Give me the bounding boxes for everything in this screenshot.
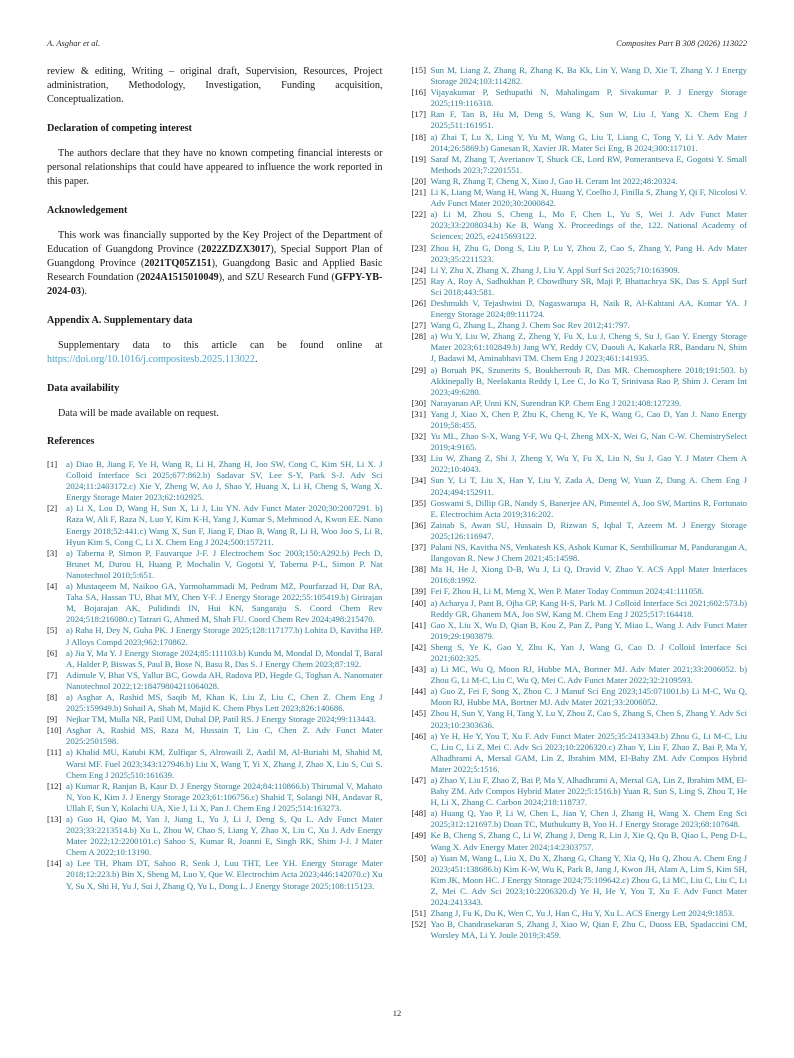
reference-citation-link[interactable]: Yang J, Xiao X, Chen P, Zhu K, Cheng K, Ye K, Wang G, Cao D, Yan J. Nano Energy 2019;58:455. <box>430 408 747 430</box>
reference-entry <box>412 620 748 642</box>
reference-number: [47] <box>411 775 426 785</box>
reference-number: [50] <box>411 852 426 863</box>
reference-number: [13] <box>47 814 62 824</box>
appendix-heading: Appendix A. Supplementary data <box>47 315 193 326</box>
credit-statement-continuation: review & editing, Writing – original draft, Supervision, Resources, Project administration, Methodology, Investigation, Funding acquisition, Conceptualization. <box>47 66 383 105</box>
reference-entry <box>47 581 383 625</box>
reference-entry <box>47 625 383 647</box>
reference-entry <box>47 503 383 547</box>
reference-entry <box>47 714 383 725</box>
reference-number: [27] <box>411 320 426 331</box>
reference-citation-link[interactable]: a) Raha H, Dey N, Guha PK. J Energy Storage 2025;128:117177.b) Lohita D, Kavitha HP. J Alloys Compd 2023;962:170862. <box>66 625 383 647</box>
acknowledgement-segment: ), Guangdong Basic and Applied Basic Research Foundation ( <box>47 258 383 283</box>
appendix-body <box>47 339 383 367</box>
reference-citation-link[interactable]: a) Yuan M, Wang L, Liu X, Du X, Zhang G, Chang Y, Xia Q, Hu Q, Zhou A. Chem Eng J 2023;451:138686.b) Kim K-W, Wu K, Park B, Jang J, Kwon JH, Alam A, Lim S, Kim SH, Kim JK, Moon HC. J Energy Storage 2024;75:109642.c) Zhou G, Li MC, Liu C, Liu C, Li Z, Mei C. Adv Sci 2023;10:2206320.d) Ye H, He Y, You T, Xu F. Adv Funct Mater 2024:2413343. <box>430 852 747 908</box>
reference-citation-link[interactable]: Sheng S, Ye K, Gao Y, Zhu K, Yan J, Wang G, Cao D. J Colloid Interface Sci 2021;602:325. <box>430 641 747 663</box>
reference-citation-link[interactable]: a) Zhai T, Lu X, Ling Y, Yu M, Wang G, Liu T, Liang C, Tong Y, Li Y. Adv Mater 2014;26:5869.b) Ganesan R, Xavier JR. Mater Sci Eng, B 2024;300:117101. <box>430 131 747 153</box>
references-heading: References <box>47 436 95 447</box>
reference-entry <box>47 459 383 503</box>
reference-citation-link[interactable]: Nejkar TM, Mulla NR, Patil UM, Dubal DP, Patil RS. J Energy Storage 2024;99:113443. <box>66 714 376 725</box>
acknowledgement-heading: Acknowledgement <box>47 205 128 216</box>
reference-citation-link[interactable]: Asghar A, Rashid MS, Raza M, Hussain T, Liu C, Chen Z. Adv Funct Mater 2025:2501598. <box>66 725 383 747</box>
reference-citation-link[interactable]: Saraf M, Zhang T, Averianov T, Shuck CE, Lord RW, Pomerantseva E, Gogotsi Y. Small Methods 2023;7:2201551. <box>430 153 747 175</box>
reference-number: [11] <box>47 747 62 758</box>
reference-citation-link[interactable]: Narayanan AP, Unni KN, Surendran KP. Chem Eng J 2021;408:127239. <box>430 397 682 408</box>
reference-entry <box>412 132 748 154</box>
acknowledgement-body <box>47 229 383 299</box>
reference-list-right <box>412 65 748 941</box>
reference-entry <box>47 548 383 581</box>
reference-number: [8] <box>47 691 58 702</box>
reference-citation-link[interactable]: Ke B, Cheng S, Zhang C, Li W, Zhang J, Deng R, Lin J, Xie Q, Qu B, Qiao L, Peng D-L, Wang X. Adv Energy Mater 2024;14:2303757. <box>430 830 747 852</box>
reference-citation-link[interactable]: a) Boruah PK, Szunerits S, Boukherroub R, Das MR. Chemosphere 2018;191:503. b) Akkinepally B, Neelakanta Reddy I, Lee C, Jo Ko T, Srinivasa Rao P, Shim J. Ceram Int 2023;49:6280. <box>430 364 747 397</box>
reference-entry <box>47 692 383 714</box>
reference-entry <box>47 814 383 858</box>
reference-citation-link[interactable]: a) Kumar R, Ranjan B, Kaur D. J Energy Storage 2024;84:110866.b) Thirumal V, Mahato N, Yoo K, Kim J. J Energy Storage 2023;61:106756.c) Shahid T, Solangi NH, Andavar R, Ullah F, Sun Y, Kolachi UA, Xie J, Li X, Pan J. Chem Eng J 2025;514:163273. <box>66 780 383 813</box>
reference-entry <box>47 648 383 670</box>
reference-number: [41] <box>411 619 426 630</box>
reference-entry <box>412 365 748 398</box>
data-availability-body: Data will be made available on request. <box>58 408 219 419</box>
reference-entry <box>412 298 748 320</box>
reference-number: [51] <box>411 908 426 919</box>
reference-entry <box>412 109 748 131</box>
reference-number: [36] <box>411 519 426 530</box>
reference-number: [46] <box>411 730 426 741</box>
reference-citation-link[interactable]: Gao X, Liu X, Wu D, Qian B, Kou Z, Pan Z, Pang Y, Miao L, Wang J. Adv Funct Mater 2019;29:1903879. <box>430 619 747 641</box>
reference-number: [34] <box>411 475 426 486</box>
reference-number: [21] <box>411 187 426 198</box>
reference-entry <box>412 276 748 298</box>
reference-number: [48] <box>411 808 426 819</box>
reference-number: [28] <box>411 331 426 342</box>
reference-citation-link[interactable]: Sun M, Liang Z, Zhang R, Zhang K, Ba Kk, Lin Y, Wang D, Xie T, Zhang Y. J Energy Storage 2024;103:114282. <box>430 65 747 87</box>
reference-citation-link[interactable]: Yao B, Chandrasekaran S, Zhang J, Xiao W, Qian F, Zhu C, Duoss EB, Spadaccini CM, Worsley MA, Li Y. Joule 2019;3:459. <box>430 919 747 941</box>
reference-number: [10] <box>47 725 62 736</box>
reference-number: [44] <box>411 686 426 697</box>
reference-number: [52] <box>411 919 426 930</box>
reference-citation-link[interactable]: a) Li MC, Wu Q, Moon RJ, Hubbe MA, Bortner MJ. Adv Mater 2021;33:2006052. b) Zhou G, Li M-C, Liu C, Wu Q, Mei C. Adv Funct Mater 2022;32:2109593. <box>430 664 747 686</box>
reference-citation-link[interactable]: a) Taberna P, Simon P, Fauvarque J-F. J Electrochem Soc 2003;150:A292.b) Pech D, Brunet M, Durou H, Huang P, Mochalin V, Gogotsi Y, Taberna P-L, Simon P. Nat Nanotechnol 2010;5:651. <box>66 547 383 580</box>
reference-number: [25] <box>411 275 426 286</box>
reference-citation-link[interactable]: Ran F, Tan B, Hu M, Deng S, Wang K, Sun W, Liu J, Yang X. Chem Eng J 2025;511:161951. <box>430 109 747 131</box>
reference-number: [4] <box>47 581 58 592</box>
reference-number: [17] <box>411 109 426 120</box>
reference-entry <box>412 775 748 808</box>
reference-number: [19] <box>411 153 426 164</box>
reference-number: [6] <box>47 647 58 658</box>
reference-entry <box>412 598 748 620</box>
reference-citation-link[interactable]: a) Acharya J, Pant B, Ojha GP, Kang H-S, Park M. J Colloid Interface Sci 2021;602:573.b) Reddy GR, Ghanem MA, Joo SW, Kang M. Chem Eng J 2025;517:164418. <box>430 597 747 619</box>
right-column <box>412 65 748 941</box>
reference-citation-link[interactable]: Zhou H, Sun Y, Yang H, Tang Y, Lu Y, Zhou Z, Cao S, Zhang S, Chen S, Zhang Y. Adv Sci 2023;10:2303636. <box>430 708 747 730</box>
reference-number: [3] <box>47 547 58 558</box>
running-head <box>47 38 747 48</box>
reference-citation-link[interactable]: Zainab S, Awan SU, Hussain D, Rizwan S, Iqbal T, Azeem M. J Energy Storage 2025;126:116947. <box>430 519 747 541</box>
reference-number: [14] <box>47 858 62 869</box>
reference-entry <box>412 320 748 331</box>
reference-citation-link[interactable]: Ma H, He J, Xiong D-B, Wu J, Li Q, Dravid V, Zhao Y. ACS Appl Mater Interfaces 2016;8:1992. <box>430 564 747 586</box>
appendix-body-suffix: . <box>255 354 258 365</box>
reference-number: [33] <box>411 453 426 464</box>
reference-entry <box>412 708 748 730</box>
reference-entry <box>47 670 383 692</box>
reference-entry <box>47 725 383 747</box>
reference-number: [30] <box>411 397 426 408</box>
reference-citation-link[interactable]: a) Guo Z, Fei F, Song X, Zhou C. J Manuf Sci Eng 2023;145:071001.b) Li M-C, Wu Q, Moon RJ, Hubbe MA, Bortner MJ. Adv Mater 2021;33:2006052. <box>430 686 747 708</box>
reference-number: [38] <box>411 564 426 575</box>
reference-citation-link[interactable]: Zhou H, Zhu G, Dong S, Liu P, Lu Y, Zhou Z, Cao S, Zhang Y, Pang H. Adv Mater 2023;35:2211523. <box>430 242 747 264</box>
reference-entry <box>412 65 748 87</box>
reference-number: [5] <box>47 625 58 636</box>
reference-number: [26] <box>411 297 426 308</box>
reference-number: [24] <box>411 264 426 275</box>
reference-entry <box>412 731 748 775</box>
running-head-citation: Composites Part B 308 (2026) 113022 <box>616 38 747 48</box>
reference-number: [39] <box>411 586 426 597</box>
reference-citation-link[interactable]: Sun Y, Li T, Liu X, Han Y, Liu Y, Zada A, Deng W, Yuan Z, Dang A. Chem Eng J 2024;494:152911. <box>430 475 747 497</box>
data-availability-heading: Data availability <box>47 383 120 394</box>
acknowledgement-segment: 2021TQ05Z151 <box>144 258 212 269</box>
acknowledgement-segment: GFPY-YB-2024-03 <box>47 272 383 297</box>
reference-number: [43] <box>411 664 426 675</box>
reference-citation-link[interactable]: Li Y, Zhu X, Zhang X, Zhang J, Liu Y. Appl Surf Sci 2025;710:163909. <box>430 264 680 275</box>
reference-entry <box>412 542 748 564</box>
reference-citation-link[interactable]: a) Li X, Lou D, Wang H, Sun X, Li J, Liu YN. Adv Funct Mater 2020;30:2007291. b) Raza W, Ali F, Raza N, Luo Y, Kim K-H, Yang J, Kumar S, Mehmood A, Kwon EE. Nano Energy 2018;52:441.c) Wang X, Sun F, Jiang F, Diao B, Wang R, Li H, Woo Joo S, Li R, Hyun Kim S, Cong C, Li X. Chem Eng J 2024;500:157211. <box>66 503 383 547</box>
reference-citation-link[interactable]: a) Asghar A, Rashid MS, Saqib M, Khan K, Liu Z, Liu C, Chen Z. Chem Eng J 2025:159949.b) Sohail A, Shah M, Majid K. Chem Phys Lett 2023;826:140686. <box>66 691 383 714</box>
reference-entry <box>412 564 748 586</box>
reference-entry <box>412 409 748 431</box>
reference-entry <box>412 398 748 409</box>
reference-citation-link[interactable]: Wang R, Zhang T, Cheng X, Xiao J, Gao H. Ceram Int 2022;48:20324. <box>430 175 678 186</box>
acknowledgement-segment: 2024A1515010049 <box>139 272 219 283</box>
acknowledgement-segment: This work was financially supported by the Key Project of the Department of Education of Guangdong Province ( <box>47 230 383 255</box>
reference-citation-link[interactable]: a) Zhao Y, Liu F, Zhao Z, Bai P, Ma Y, Alhadhrami A, Mersal GA, Lin Z, Ibrahim MM, El-Bahy ZM. Adv Compos Hybrid Mater 2022;5:1516.b) Yuan R, Sun S, Ling S, Zhou T, He H, Li X, Zhang C. Carbon 2024;218:118737. <box>430 775 747 808</box>
reference-citation-link[interactable]: a) Khalid MU, Katubi KM, Zulfiqar S, Alrowaili Z, Aadil M, Al-Buriahi M, Shahid M, Warsi MF. Fuel 2023;343:127946.b) Liu X, Wang T, Yi X, Zhang J, Zhao X, Liu S, Cui S. Chem Eng J 2025;510:161639. <box>66 747 383 780</box>
page-content <box>47 65 747 941</box>
reference-citation-link[interactable]: a) Lee TH, Pham DT, Sahoo R, Seok J, Luu THT, Lee YH. Energy Storage Mater 2018;12:223.b) Bin X, Sheng M, Luo Y, Que W. Electrochim Acta 2023;446:142070.c) Xu Y, Su X, Shi H, Yu J, Sui J, Zhang Q, Yu L, Dong L. J Energy Storage 2025;108:115123. <box>66 858 383 891</box>
reference-entry <box>412 243 748 265</box>
reference-citation-link[interactable]: Li K, Liang M, Wang H, Wang X, Huang Y, Coelho J, Finilla S, Zhang Y, Qi F, Nicolosi V. Adv Funct Mater 2020;30:2000842. <box>430 187 747 209</box>
reference-citation-link[interactable]: Palani NS, Kavitha NS, Venkatesh KS, Ashok Kumar K, Senthilkumar M, Pandurangan A, Ilangovan R. New J Chem 2021;45:14598. <box>430 542 747 564</box>
reference-citation-link[interactable]: Yu ML, Zhao S-X, Wang Y-F, Wu Q-l, Zheng MX-X, Wei G, Nan C-W. ChemistrySelect 2019;4:9165. <box>430 431 747 453</box>
reference-citation-link[interactable]: Ray A, Roy A, Sadhukhan P, Chowdhury SR, Maji P, Bhattachrya SK, Das S. Appl Surf Sci 2018;443:581. <box>430 275 747 297</box>
reference-entry <box>412 498 748 520</box>
page-number: 12 <box>392 1008 402 1018</box>
reference-number: [35] <box>411 497 426 508</box>
reference-entry <box>412 331 748 364</box>
reference-number: [2] <box>47 503 58 514</box>
reference-citation-link[interactable]: a) Ye H, He Y, You T, Xu F. Adv Funct Mater 2025;35:2413343.b) Zhou G, Li M-C, Liu C, Liu C, Li Z, Mei C. Adv Sci 2023;10:2206320.c) Zhao Y, Liu F, Zhao Z, Bai P, Ma Y, Alhadhrami A, Mersal GAM, Lin Z, Ibrahim MM, El-Bahy ZM. Adv Compos Hybrid Mater 2022;5:1516. <box>430 730 747 774</box>
reference-citation-link[interactable]: Zhang J, Fu K, Du K, Wen C, Yu J, Han C, Hu Y, Xu L. ACS Energy Lett 2024;9:1853. <box>430 908 735 919</box>
reference-citation-link[interactable]: a) Li M, Zhou S, Cheng L, Mo F, Chen L, Yu S, Wei J. Adv Funct Mater 2023;33:2208034.b) Ke B, Wang X. Proceedings of the, 122. National Academy of Sciences; 2025, e2415693122. <box>430 209 747 242</box>
reference-number: [15] <box>411 65 426 75</box>
reference-number: [40] <box>411 597 426 608</box>
reference-entry <box>412 908 748 919</box>
reference-number: [16] <box>411 87 426 98</box>
reference-entry <box>412 686 748 708</box>
reference-list-left <box>47 459 383 892</box>
reference-entry <box>47 747 383 780</box>
reference-number: [31] <box>411 408 426 419</box>
reference-entry <box>412 154 748 176</box>
reference-entry <box>47 781 383 814</box>
reference-citation-link[interactable]: Fei F, Zhou H, Li M, Meng X, Wen P. Mater Today Commun 2024;41:111058. <box>430 586 704 597</box>
reference-number: [1] <box>47 459 58 469</box>
reference-number: [29] <box>411 364 426 375</box>
reference-entry <box>412 808 748 830</box>
acknowledgement-segment: ), Special Support Plan of Guangdong Province ( <box>47 244 383 269</box>
reference-entry <box>412 830 748 852</box>
reference-entry <box>412 209 748 242</box>
reference-entry <box>412 176 748 187</box>
reference-entry <box>412 265 748 276</box>
declaration-heading: Declaration of competing interest <box>47 123 192 134</box>
reference-entry <box>47 858 383 891</box>
reference-citation-link[interactable]: Deshmukh V, Tejashwini D, Nagaswarupa H, Naik R, Al-Kahtani AA, Kumar YA. J Energy Storage 2024;89:111724. <box>430 297 747 320</box>
reference-entry <box>412 520 748 542</box>
reference-citation-link[interactable]: Goswami S, Dillip GR, Nandy S, Banerjee AN, Pimentel A, Joo SW, Martins R, Fortunato E. Electrochim Acta 2019;316:202. <box>430 497 747 519</box>
reference-citation-link[interactable]: a) Guo H, Qiao M, Yan J, Jiang L, Yu J, Li J, Deng S, Qu L. Adv Funct Mater 2023;33:2213514.b) Xu L, Zhou W, Chao S, Liang Y, Zhao X, Liu C, Xu J. Adv Energy Mater 2022;12:2200101.c) Sahoo S, Kumar R, Joanni E, Singh RK, Shim J-J. J Mater Chem A 2022;10:13190. <box>66 814 383 858</box>
supplementary-doi-link[interactable]: https://doi.org/10.1016/j.compositesb.2025.113022 <box>47 354 255 365</box>
acknowledgement-segment: 2022ZDZX3017 <box>201 244 271 255</box>
reference-entry <box>412 431 748 453</box>
reference-entry <box>412 919 748 941</box>
reference-entry <box>412 87 748 109</box>
reference-citation-link[interactable]: a) Mustaqeem M, Naikoo GA, Yarmohammadi M, Pedram MZ, Pourfarzad H, Dar RA, Taha SA, Hassan TU, Bhat MY, Chen Y-F. J Energy Storage 2022;55:105419.b) Girirajan M, Bojarajan AK, Pulidindi IN, Hui KN, Sangaraju S. Coord Chem Rev 2024;518:216080.c) Tatrari G, Ahmed M, Shah FU. Coord Chem Rev 2024;498:215470. <box>66 581 383 625</box>
reference-citation-link[interactable]: Adimule V, Bhat VS, Yallur BC, Gowda AH, Radova PD, Hegde G, Toghan A. Nanomater Nanotechnol 2022;12:18479804211064028. <box>66 669 383 691</box>
acknowledgement-segment: ), and SZU Research Fund ( <box>218 272 335 283</box>
acknowledgement-segment: ). <box>80 286 87 297</box>
reference-number: [37] <box>411 542 426 553</box>
reference-citation-link[interactable]: a) Diao B, Jiang F, Ye H, Wang R, Li H, Zhang H, Joo SW, Cong C, Kim SH, Li X. J Colloid Interface Sci 2025;677:862.b) Sadavar SV, Lee S-Y, Park S-J. Adv Sci 2024;11:2403172.c) Xie Y, Zheng W, Ao J, Shao Y, Huang X, Li H, Cheng S, Wang X. Energy Storage Mater 2023;62:102925. <box>66 459 383 503</box>
appendix-body-prefix: Supplementary data to this article can be found online at <box>58 340 383 351</box>
reference-number: [9] <box>47 714 58 725</box>
reference-number: [45] <box>411 708 426 719</box>
acknowledgement-segments <box>47 230 383 297</box>
reference-number: [23] <box>411 242 426 253</box>
reference-entry <box>412 187 748 209</box>
reference-citation-link[interactable]: Wang G, Zhang L, Zhang J. Chem Soc Rev 2012;41:797. <box>430 320 630 331</box>
reference-number: [12] <box>47 780 62 791</box>
reference-entry <box>412 586 748 597</box>
reference-number: [22] <box>411 209 426 220</box>
running-head-authors: A. Asghar et al. <box>47 38 100 48</box>
reference-entry <box>412 642 748 664</box>
reference-number: [32] <box>411 431 426 442</box>
reference-entry <box>412 664 748 686</box>
left-column <box>47 65 383 941</box>
declaration-body: The authors declare that they have no known competing financial interests or personal relationships that could have appeared to influence the work reported in this paper. <box>47 148 383 187</box>
reference-number: [7] <box>47 669 58 680</box>
reference-citation-link[interactable]: a) Huang Q, Yao P, Li W, Chen L, Jian Y, Chen J, Zhang H, Wang X. Chem Eng Sci 2025;312:121697.b) Doan TC, Muthukutty B, Yoo H. J Energy Storage 2023;68:107648. <box>430 808 747 830</box>
reference-citation-link[interactable]: a) Wu Y, Liu W, Zhang Z, Zheng Y, Fu X, Lu J, Cheng S, Su J, Gao Y. Energy Storage Mater 2023;61:102849.b) Jang WY, Reddy CV, Daouli A, Kakarla RR, Bandaru N, Shim J, Badawi M, Aminabhavi TM. Chem Eng J 2023;461:141935. <box>430 331 747 364</box>
reference-entry <box>412 453 748 475</box>
reference-citation-link[interactable]: Vijayakumar P, Sethupathi N, Mahalingam P, Sivakumar P. J Energy Storage 2025;119:116318. <box>430 87 747 109</box>
reference-citation-link[interactable]: a) Jia Y, Ma Y. J Energy Storage 2024;85:111103.b) Kundu M, Mondal D, Mondal T, Baral A, Halder P, Biswas S, Paul B, Bose N, Basu R, Das S. J Energy Chem 2023;87:192. <box>66 647 383 669</box>
reference-number: [49] <box>411 830 426 841</box>
reference-number: [42] <box>411 641 426 652</box>
reference-citation-link[interactable]: Liu W, Zhang Z, Shi J, Zheng Y, Wu Y, Fu X, Liu N, Su J, Gao Y. J Mater Chem A 2022;10:4043. <box>430 453 747 475</box>
reference-number: [18] <box>411 131 426 142</box>
reference-number: [20] <box>411 175 426 186</box>
reference-entry <box>412 853 748 908</box>
reference-entry <box>412 475 748 497</box>
